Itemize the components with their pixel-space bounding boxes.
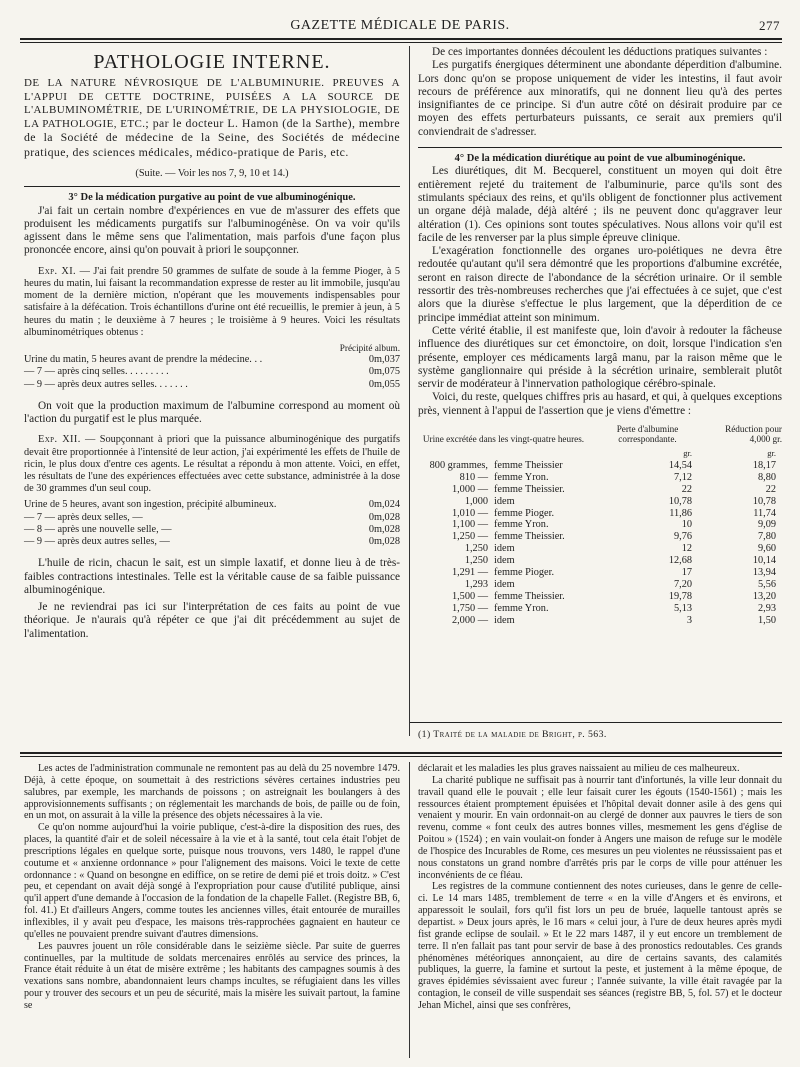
reduction: 13,94 (752, 567, 776, 579)
feuilleton-rule (20, 752, 782, 754)
table-row: Urine du matin, 5 heures avant de prendre la médecine. . . 0m,037 (24, 354, 400, 366)
paragraph: Les purgatifs énergiques déterminent une abondante déperdition d'albumine. Lors donc qu'on se propose uniquement de vider les intestins, il faut avoir recours de préférence aux minoratifs, qui ne donnent lieu qu'à des pertes insignifiantes de ce principe. Si d'un autre côté on désirait produire par ce moyen des effets perturbateurs puissants, ce serait aux premiers qu'il conviendrait de s'adresser. (418, 59, 782, 138)
feuilleton-divider (409, 762, 410, 1058)
table-row (418, 484, 782, 496)
urine-volume: 800 grammes, (429, 459, 488, 471)
table-row: Urine de 5 heures, avant son ingestion, précipité albumineux. 0m,024 (24, 499, 400, 511)
table-row (418, 579, 782, 591)
urine-volume: 1,000 — (451, 483, 488, 495)
albumin-loss: 10,78 (668, 495, 692, 507)
col-header-urine: Urine excrétée dans les vingt-quatre heures. (422, 434, 585, 445)
paragraph: Voici, du reste, quelques chiffres pris au hasard, et qui, à quelques exceptions près, viennent à l'appui de l'assertion que je viens d'émettre : (418, 391, 782, 417)
page-number: 277 (759, 18, 780, 33)
reduction: 22 (765, 483, 776, 495)
table-row (418, 496, 782, 508)
paragraph: Ce qu'on nomme aujourd'hui la voirie publique, c'est-à-dire la disposition des rues, des places, la quantité d'air et de soleil nécessaire à la vie et à la santé, tout cela était l'objet de prescriptions légales en quelque sorte, puisque nous trouvons, vers 1480, le rappel d'une coutume et « anxienne ordonnance » pour l'alignement des maisons. Voici le texte de cette ordonnance : « Quand on besongne en ediffice, on se retire de demi pié et trois doitz. » C'est peu, et cependant on avait déjà songé à l'expropriation pour cause d'utilité publique, ainsi qu'il appert d'une demande à l'occasion de la fondation de la chapelle Fallet. (Registre BB, 6, fol. 41.) Et d'ailleurs Angers, comme toutes les anciennes villes, était entourée de murailles inflexibles, il y avait peu d'espace, les maisons très-rapprochées gagnaient en hauteur ce qu'elles ne pouvaient prendre suivant d'autres dimensions. (24, 822, 400, 940)
patient-name: femme Theissier. (494, 531, 565, 543)
table-row (418, 508, 782, 520)
article-title (24, 77, 400, 160)
patient-name: femme Yron. (494, 602, 549, 614)
table-row (418, 603, 782, 615)
paragraph: De ces importantes données découlent les déductions pratiques suivantes : (432, 46, 768, 58)
patient-name: idem (494, 614, 515, 626)
urine-volume: 1,010 — (451, 507, 488, 519)
experiment-text: — Soupçonnant à priori que la puissance albuminogénique des purgatifs devait être proportionnée à l'intensité de leur action, j'ai expérimenté les effets de l'huile de ricin, le plus doux d'entre ces agents. Le résultat a répondu à mon attente. Voici, en effet, les résultats de l'une des expériences effectuées avec cette substance, administrée à la dose de 30 grammes d'un seul coup. (24, 434, 400, 495)
reduction: 1,50 (757, 614, 776, 626)
table-row (418, 567, 782, 579)
experiment-xii (24, 434, 400, 495)
reduction: 9,09 (757, 519, 776, 531)
table-row: — 7 — après cinq selles. . . . . . . . . 0m,075 (24, 366, 400, 378)
table-row (418, 472, 782, 484)
experiment-label: Exp. XI. (38, 265, 77, 277)
diuretic-table (418, 424, 782, 627)
experiment-xi (24, 266, 400, 339)
paragraph: Les diurétiques, dit M. Becquerel, constituent un moyen qui doit être entièrement rejeté du traitement de l'albuminurie, parce qu'ils sont des stimulants spéciaux des reins, et qu'ils obligent de fonctionner plus activement un organe déjà malade, déjà altéré ; ils ne peuvent donc qu'aggraver leur altération (1). Ces opinions sont toutes spéculatives. Nous allons voir qu'il est facile de les renverser par la plus simple épreuve clinique. (418, 165, 782, 244)
section-rule (418, 147, 782, 148)
table-col-header: Précipité album. (339, 342, 400, 353)
suite-note: (Suite. — Voir les nos 7, 9, 10 et 14.) (135, 168, 289, 180)
experiment-text: — J'ai fait prendre 50 grammes de sulfate de soude à la femme Pioger, à 5 heures du matin, lui faisant la recommandation expresse de rester au lit immobile, jusqu'au moment de la dernière miction, n'opérant que les mouvements indispensables pour satisfaire à la défécation. Trois échantillons d'urine ont été recueillis, le premier à jeun, à 5 heures du matin ; le deuxième à 7 heures ; le troisième à 9 heures. Voici les résultats albuminométriques obtenus : (24, 265, 400, 338)
feuilleton-left-column (24, 763, 400, 1012)
patient-name: femme Theissier (494, 459, 563, 471)
experiment-xii-table (24, 499, 400, 548)
reduction: 9,60 (757, 543, 776, 555)
right-column (418, 46, 782, 627)
section-title: PATHOLOGIE INTERNE. (93, 51, 331, 73)
urine-volume: 2,000 — (451, 614, 488, 626)
suite-rule (24, 186, 400, 187)
urine-volume: 810 — (459, 471, 488, 483)
table-row (418, 591, 782, 603)
urine-volume: 1,250 (464, 555, 488, 567)
header-rule (20, 38, 782, 40)
urine-volume: 1,000 (464, 495, 488, 507)
header-rule-thin (20, 42, 782, 43)
article-title-text: DE LA NATURE NÉVROSIQUE DE L'ALBUMINURIE. PREUVES A L'APPUI DE CETTE DOCTRINE, PUISÉES A LA SOURCE DE L'ALBUMINOMÉTRIE, DE L'URINOMÉTRIE, DE LA PHYSIOLOGIE, DE LA PATHOLOGIE, ETC. (24, 77, 400, 131)
table-row: — 8 — après une nouvelle selle, — 0m,028 (24, 523, 400, 535)
experiment-xi-table (24, 342, 400, 391)
urine-volume: 1,250 — (451, 531, 488, 543)
reduction: 11,74 (753, 507, 776, 519)
patient-name: idem (494, 495, 515, 507)
urine-volume: 1,293 (464, 578, 488, 590)
paragraph: La charité publique ne suffisait pas à nourrir tant d'infortunés, la ville leur donnait du travail quand elle le pouvait ; elle leur faisait curer les égouts (1540-1561) ; mais les ressources étaient promptement épuisées et l'hôpital devait donner asile à des gens qui venaient y mourir. En vain ordonnait-on au clergé de donner aux pauvres le tiers de son revenu, comme « font ceulx des autres bonnes villes, mesmement les gens d'église de Poitou » (1524) ; en vain voulait-on fonder à Angers une maison de refuge sur le modèle de l'hospice des Incurables de Rome, ces mesures un peu violentes ne réussissaient pas et nous constatons un grand nombre d'arrêtés pris par le corps de ville pour atténuer les inconvénients de ce fléau. (418, 774, 782, 881)
col-header-loss: Perte d'albumine correspondante. (616, 424, 679, 445)
patient-name: idem (494, 578, 515, 590)
heading-diuretic: 4° De la médication diurétique au point de vue albuminogénique. (454, 153, 746, 165)
albumin-loss: 10 (681, 519, 692, 531)
urine-volume: 1,100 — (451, 519, 488, 531)
patient-name: femme Pioger. (494, 507, 555, 519)
table-row (418, 531, 782, 543)
reduction: 2,93 (757, 602, 776, 614)
albumin-loss: 19,78 (668, 590, 692, 602)
albumin-loss: 12,68 (668, 555, 692, 567)
paragraph: Les registres de la commune contiennent des notes curieuses, dans le genre de celle-ci. Le 14 mars 1485, tremblement de terre « en la ville d'Angers et ès environs, et apparessoit le soulail, fors qu'il fist lors un peu de bruée, laquelle tantoust après se departist. » Deux jours après, le 16 mars « celui jour, à l'ure de deux heures après mydi fist grande eclipse de soulail. » Et le 22 mars 1487, il y eut encore un tremblement de terre. Il n'en fallait pas tant pour servir de base à des pronostics redoutables. Ces grands phénomènes météoriques annonçaient, au dire de certains savants, des calamités publiques, la guerre, la famine et surtout la peste, et justement à la même époque, de graves épidémies sévissaient avec fureur ; l'année suivante, la ville était ravagée par la contagion, le conseil de ville suspendait ses séances (registre BB, 5, fol. 57) et le docteur Jehan Michel, ainsi que ses confrères, (418, 881, 782, 1011)
patient-name: femme Yron. (494, 471, 549, 483)
feuilleton-right-column (418, 763, 782, 1012)
table-row (418, 460, 782, 472)
running-header (20, 18, 780, 36)
albumin-loss: 7,12 (673, 471, 692, 483)
patient-name: femme Theissier. (494, 590, 565, 602)
feuilleton-rule-thin (20, 756, 782, 757)
table-row: — 7 — après deux selles, — 0m,028 (24, 511, 400, 523)
reduction: 18,17 (752, 459, 776, 471)
albumin-loss: 17 (681, 567, 692, 579)
paragraph: déclarait et les maladies les plus graves naissaient au milieu de ces malheureux. (418, 763, 740, 774)
urine-volume: 1,750 — (451, 602, 488, 614)
urine-volume: 1,500 — (451, 590, 488, 602)
paragraph: Cette vérité établie, il est manifeste que, loin d'avoir à redouter la fâcheuse influence des diurétiques sur cet émonctoire, on doit, lorsque l'indication s'en présente, employer ces médicaments largâ manu, par la raison même que le système ganglionnaire qui préside à la sécrétion urinaire, semblerait plutôt servir de modérateur à l'innervation pathologique cérébro-spinale. (418, 324, 782, 391)
paragraph: L'huile de ricin, chacun le sait, est un simple laxatif, et donne lieu à de très-faibles contractions intestinales. Telle est la véritable cause de sa faible puissance albuminogénique. (24, 557, 400, 596)
column-divider (409, 46, 410, 736)
table-row (418, 555, 782, 567)
table-row (418, 543, 782, 555)
paragraph: J'ai fait un certain nombre d'expériences en vue de m'assurer des effets que produisent les médicaments purgatifs sur l'albuminogénèse. On va voir qu'ils agissent dans le même sens que l'alimentation, mais parfois d'une façon plus prononcée encore, ainsi qu'on pouvait à priori le soupçonner. (24, 204, 400, 257)
patient-name: femme Yron. (494, 519, 549, 531)
patient-name: femme Theissier. (494, 483, 565, 495)
heading-purgative: 3° De la médication purgative au point de vue albuminogénique. (68, 192, 356, 204)
table-row: — 9 — après deux autres selles. . . . . . . 0m,055 (24, 378, 400, 390)
unit: gr. (683, 448, 692, 459)
experiment-label: Exp. XII. (38, 434, 81, 446)
albumin-loss: 11,86 (669, 507, 692, 519)
patient-name: femme Pioger. (494, 567, 555, 579)
albumin-loss: 3 (686, 614, 692, 626)
albumin-loss: 5,13 (673, 602, 692, 614)
unit: gr. (767, 448, 776, 459)
footnote-rule (410, 722, 782, 723)
footnote: (1) Traité de la maladie de Bright, p. 563. (418, 729, 607, 740)
table-row (418, 615, 782, 627)
patient-name: idem (494, 543, 515, 555)
patient-name: idem (494, 555, 515, 567)
paragraph: On voit que la production maximum de l'albumine correspond au moment où l'action du purgatif est le plus marquée. (24, 399, 400, 426)
paragraph: Je ne reviendrai pas ici sur l'interprétation de ces faits au point de vue théorique. Je n'aurais qu'à répéter ce que j'ai dit précédemment au sujet de l'alimentation. (24, 601, 400, 640)
urine-volume: 1,250 (464, 543, 488, 555)
reduction: 10,14 (752, 555, 776, 567)
urine-volume: 1,291 — (451, 567, 488, 579)
albumin-loss: 9,76 (673, 531, 692, 543)
albumin-loss: 14,54 (668, 459, 692, 471)
reduction: 10,78 (752, 495, 776, 507)
reduction: 8,80 (757, 471, 776, 483)
paragraph: Les pauvres jouent un rôle considérable dans le seizième siècle. Par suite de guerres continuelles, par la multitude de soldats mercenaires enrôlés au service des princes, la France était réduite à un état de misère extrême ; les habitants des campagnes soumis à des vexations sans nombre, abandonnaient leurs champs incultes, se réfugiaient dans les villes pour y trouver des secours et un peu de sécurité, mais la misère les suivait partout, la famine se (24, 940, 400, 1011)
reduction: 7,80 (757, 531, 776, 543)
article-author: ; par le docteur L. Hamon (de la Sarthe), membre de la Société de médecine de la Seine, des Sociétés de médecine pratique, des sciences médicales, médico-pratique de Paris, etc. (24, 116, 400, 159)
journal-title: GAZETTE MÉDICALE DE PARIS. (290, 18, 510, 33)
diuretic-table-body (418, 460, 782, 627)
albumin-loss: 12 (681, 543, 692, 555)
table-row: — 9 — après deux autres selles, — 0m,028 (24, 536, 400, 548)
paragraph: Les actes de l'administration communale ne remontent pas au delà du 25 novembre 1479. Déjà, à cette époque, on soumettait à des restrictions sévères certaines industries peu salubres, par exemple, les marchands de poissons ; on astreignait les boulangers à des approvisionnements suffisants ; on réglementait les marchands de bois, de paille ou de foin, en un mot, on assurait à la ville la présence des objets nécessaires à la vie. (24, 763, 400, 822)
paragraph: L'exagération fonctionnelle des organes uro-poiétiques ne devra être redoutée qu'autant qu'il sera démontré que les proportions d'albumine excrétée, seront en raison directe de l'abondance de la sécrétion urinaire. Or il semble ressortir des très-nombreuses recherches que j'ai effectuées à ce sujet, que c'est alors que la diurèse s'effectue le plus largement, que la déperdition de ce principe immédiat atteint son minimum. (418, 245, 782, 324)
reduction: 13,20 (752, 590, 776, 602)
col-header-reduction: Réduction pour 4,000 gr. (725, 424, 782, 445)
albumin-loss: 22 (681, 483, 692, 495)
reduction: 5,56 (757, 578, 776, 590)
table-row (418, 519, 782, 531)
albumin-loss: 7,20 (673, 578, 692, 590)
left-column (24, 50, 400, 641)
